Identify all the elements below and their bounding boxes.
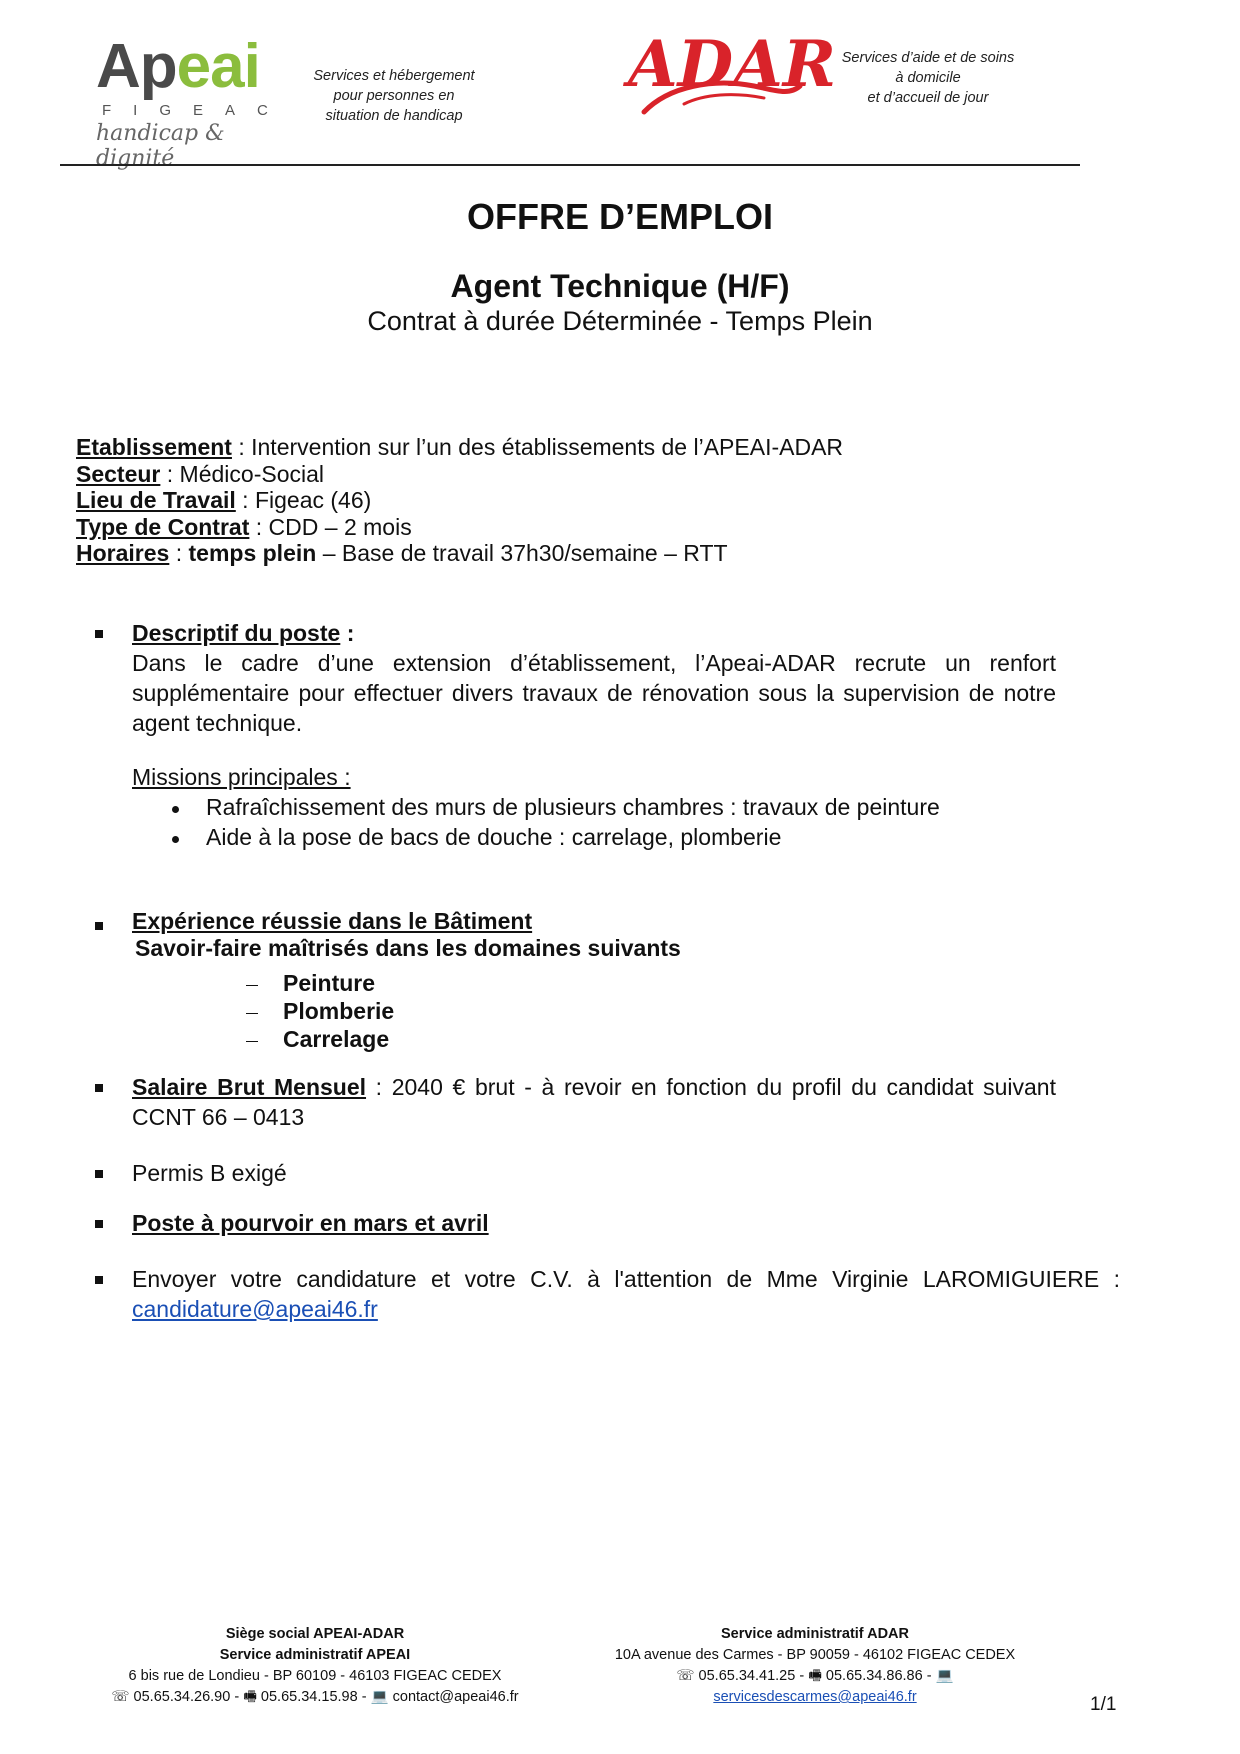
missions-block [132,762,351,792]
apeai-logo [96,32,290,171]
info-etablissement: Etablissement : Intervention sur l’un des établissements de l’APEAI-ADAR [76,434,844,460]
bullet-square [95,630,103,638]
footer-left-address: 6 bis rue de Londieu - BP 60109 - 46103 FIGEAC CEDEX [128,1668,502,1684]
apeai-logo-green: eai [176,32,260,101]
job-title: Agent Technique (H/F) [450,268,790,304]
footer-right-email-link[interactable]: servicesdescarmes@apeai46.fr [713,1689,917,1705]
bullet-dot [172,836,179,843]
footer-left-title: Siège social APEAI-ADAR [225,1626,405,1642]
adar-desc-line: Services d’aide et de soins [841,50,1015,66]
bullet-dot [172,806,179,813]
page-number: 1/1 [1090,1694,1117,1715]
job-info [76,434,843,567]
descriptif-section [132,618,1056,738]
adar-desc-line: à domicile [895,70,961,86]
missions-title: Missions principales : [132,764,351,790]
footer-left [90,1624,540,1708]
salaire-section [132,1072,1056,1132]
footer-left-subtitle: Service administratif APEAI [219,1647,411,1663]
candidature-email-link[interactable]: candidature@apeai46.fr [132,1296,378,1322]
info-type-contrat: Type de Contrat : CDD – 2 mois [76,513,412,540]
apeai-desc-line: pour personnes en [333,88,455,104]
candidature-section [132,1264,1120,1324]
mission-item: Aide à la pose de bacs de douche : carrelage, plomberie [206,824,782,850]
adar-logo-text: ADAR [628,27,836,102]
salaire-label: Salaire Brut Mensuel [132,1074,367,1100]
footer-right-address: 10A avenue des Carmes - BP 90059 - 46102 FIGEAC CEDEX [614,1647,1016,1663]
footer-left-contact: ☏ 05.65.34.26.90 - 🖷 05.65.34.15.98 - 💻 contact@apeai46.fr [111,1689,519,1705]
experience-section [132,908,681,962]
bullet-square [95,1276,103,1284]
info-horaires: Horaires : temps plein – Base de travail 37h30/semaine – RTT [76,540,728,566]
dash-bullet [246,1041,258,1042]
contract-line: Contrat à durée Déterminée - Temps Plein [367,306,873,336]
adar-desc-line: et d’accueil de jour [867,90,989,106]
skill-item: Carrelage [283,1026,390,1052]
skill-item: Peinture [283,970,376,996]
bullet-square [95,1220,103,1228]
poste-text: Poste à pourvoir en mars et avril [132,1210,489,1236]
adar-description [828,48,1028,108]
page-title: OFFRE D’EMPLOI [467,196,773,237]
candidature-text: Envoyer votre candidature et votre C.V. à l'attention de Mme Virginie LAROMIGUIERE : [132,1266,1120,1292]
footer-right-contact: ☏ 05.65.34.41.25 - 🖷 05.65.34.86.86 - 💻 [676,1668,954,1684]
descriptif-heading: Descriptif du poste : [132,620,355,646]
bullet-square [95,1170,103,1178]
mission-item: Rafraîchissement des murs de plusieurs chambres : travaux de peinture [206,794,940,820]
info-secteur: Secteur : Médico-Social [76,460,324,487]
bullet-square [95,1084,103,1092]
descriptif-text: Dans le cadre d’une extension d’établissement, l’Apeai-ADAR recrute un renfort supplémentaire pour effectuer divers travaux de rénovation sous la supervision de notre agent technique. [132,650,1056,736]
apeai-desc-line: Services et hébergement [313,68,475,84]
experience-heading: Expérience réussie dans le Bâtiment [132,908,533,934]
permis-text: Permis B exigé [132,1160,287,1186]
apeai-logo-dark: Ap [96,32,177,101]
dash-bullet [246,985,258,986]
footer-right [600,1624,1030,1708]
footer-right-title: Service administratif ADAR [720,1626,910,1642]
apeai-desc-line: situation de handicap [325,108,463,124]
header-divider [60,164,1080,166]
adar-logo [624,16,836,120]
skill-item: Plomberie [283,998,395,1024]
apeai-logo-tagline: handicap & dignité [96,121,225,171]
bullet-square [95,922,103,930]
dash-bullet [246,1013,258,1014]
apeai-description [294,66,494,126]
experience-subheading: Savoir-faire maîtrisés dans les domaines suivants [135,935,681,961]
salaire-text: : 2040 € brut - à revoir en fonction du profil du candidat suivant CCNT 66 – 0413 [132,1074,1056,1130]
apeai-logo-city: FIGEAC [102,102,290,119]
info-lieu: Lieu de Travail : Figeac (46) [76,487,372,513]
